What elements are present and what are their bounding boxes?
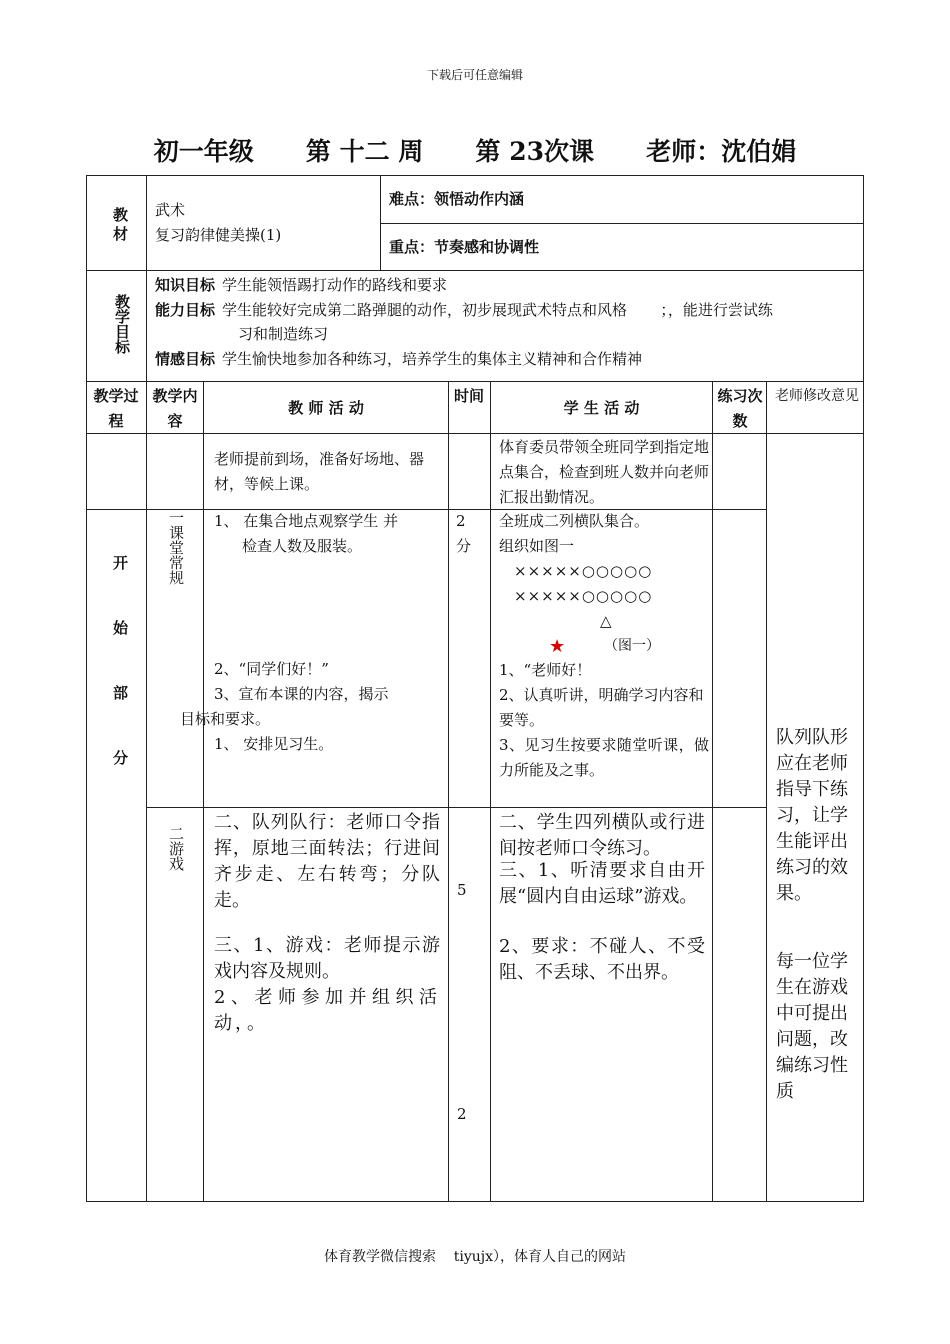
header-comments: 老师修改意见 (775, 388, 859, 404)
table-rule (146, 175, 147, 271)
table-rule (490, 381, 491, 1202)
time-1: 2 分 (456, 512, 472, 555)
student-1a: 全班成二列横队集合。 (499, 512, 650, 530)
knowledge-label: 知识目标 (155, 276, 216, 294)
footer-note: 体育教学微信搜索 tiyujx），体育人自己的网站 (323, 1249, 627, 1265)
page-title: 初一年级 第 十二 周 第 23次课 老师：沈伯娟 (153, 137, 797, 166)
difficulty: 难点：领悟动作内涵 (389, 190, 525, 208)
knowledge-text: 学生能领悟踢打动作的路线和要求 (222, 276, 448, 294)
star-icon: ★ (549, 636, 566, 657)
student-1e: 3、见习生按要求随堂听课，做力所能及之事。 (499, 736, 709, 779)
student-2c: 2、要求：不碰人、不受阻、不丢球、不出界。 (499, 936, 705, 983)
student-2b: 三、1、听清要求自由开展“圆内自由运球”游戏。 (499, 860, 705, 907)
teacher-position-triangle: △ (600, 612, 612, 630)
material-label: 教材 (111, 207, 129, 245)
table-rule (86, 270, 864, 271)
teacher-2a: 二、队列队行：老师口令指挥，原地三面转法；行进间齐步走、左右转弯；分队走。 (214, 812, 440, 911)
teacher-2b: 三、1、游戏：老师提示游戏内容及规则。 (214, 935, 440, 982)
header-note: 下载后可任意编辑 (426, 68, 523, 82)
formation-row-2: ×××××○○○○○ (514, 587, 653, 605)
table-rule (766, 381, 767, 1202)
table-rule (448, 381, 449, 1202)
table-rule (146, 381, 147, 1202)
teacher-1a: 1、 在集合地点观察学生 并 (214, 512, 399, 530)
ability-text: 学生能较好完成第二路弹腿的动作，初步展现武术特点和风格 ；，能进行尝试练 (222, 301, 773, 319)
table-rule (712, 381, 713, 1202)
material-line2: 复习韵律健美操(1) (155, 226, 282, 244)
pre-teacher: 老师提前到场，准备好场地、器材，等候上课。 (214, 450, 425, 493)
table-rule (380, 175, 381, 271)
header-content: 教学内容 (152, 387, 198, 430)
table-rule (203, 381, 204, 1202)
emotion-label: 情感目标 (155, 350, 216, 368)
material-line1: 武术 (155, 201, 186, 219)
content-routine: 一课堂常规 (167, 510, 185, 585)
table-border-left (86, 175, 87, 1202)
emotion-text: 学生愉快地参加各种练习，培养学生的集体主义精神和合作精神 (222, 350, 643, 368)
student-2a: 二、学生四列横队或行进间按老师口令练习。 (499, 812, 705, 859)
content-games: 二游戏 (167, 826, 185, 871)
table-border-right (863, 175, 864, 1202)
teacher-1b: 检查人数及服装。 (242, 537, 363, 555)
header-student: 学 生 活 动 (563, 399, 640, 417)
goals-label: 教学目标 (113, 294, 131, 354)
student-1b: 组织如图一 (499, 537, 575, 555)
table-rule (380, 223, 864, 224)
student-1d: 2、认真听讲，明确学习内容和要等。 (499, 686, 704, 729)
teacher-1c: 2、“同学们好！” (214, 660, 329, 678)
table-border-top (86, 175, 864, 176)
comment-2: 每一位学生在游戏中可提出问题，改编练习性质 (776, 951, 848, 1102)
teacher-1f: 1、 安排见习生。 (214, 735, 334, 753)
header-time: 时间 (453, 387, 484, 405)
table-rule (146, 270, 147, 381)
pre-student: 体育委员带领全班同学到指定地点集合，检查到班人数并向老师汇报出勤情况。 (499, 438, 710, 506)
header-process: 教学过程 (93, 387, 139, 430)
time-2b: 2 (457, 1105, 467, 1123)
start-section-label: 开始部分 (111, 555, 129, 815)
header-teacher: 教 师 活 动 (288, 399, 364, 417)
header-reps: 练习次数 (717, 387, 763, 430)
teacher-2c: 2、老师参加并组织活动，。 (214, 987, 440, 1034)
time-2a: 5 (457, 881, 467, 899)
teacher-1e: 目标和要求。 (180, 710, 271, 728)
formation-row-1: ×××××○○○○○ (514, 562, 653, 580)
ability-label: 能力目标 (155, 301, 216, 319)
figure-caption: （图一） (604, 638, 660, 654)
table-rule (146, 807, 766, 808)
comment-1: 队列队形应在老师指导下练习，让学生能评出练习的效果。 (776, 727, 848, 904)
student-1c: 1、“老师好！ (499, 661, 592, 679)
ability-text-2: 习和制造练习 (238, 325, 329, 343)
teacher-1d: 3、宣布本课的内容，揭示 (214, 685, 389, 703)
key-point: 重点：节奏感和协调性 (389, 238, 540, 256)
